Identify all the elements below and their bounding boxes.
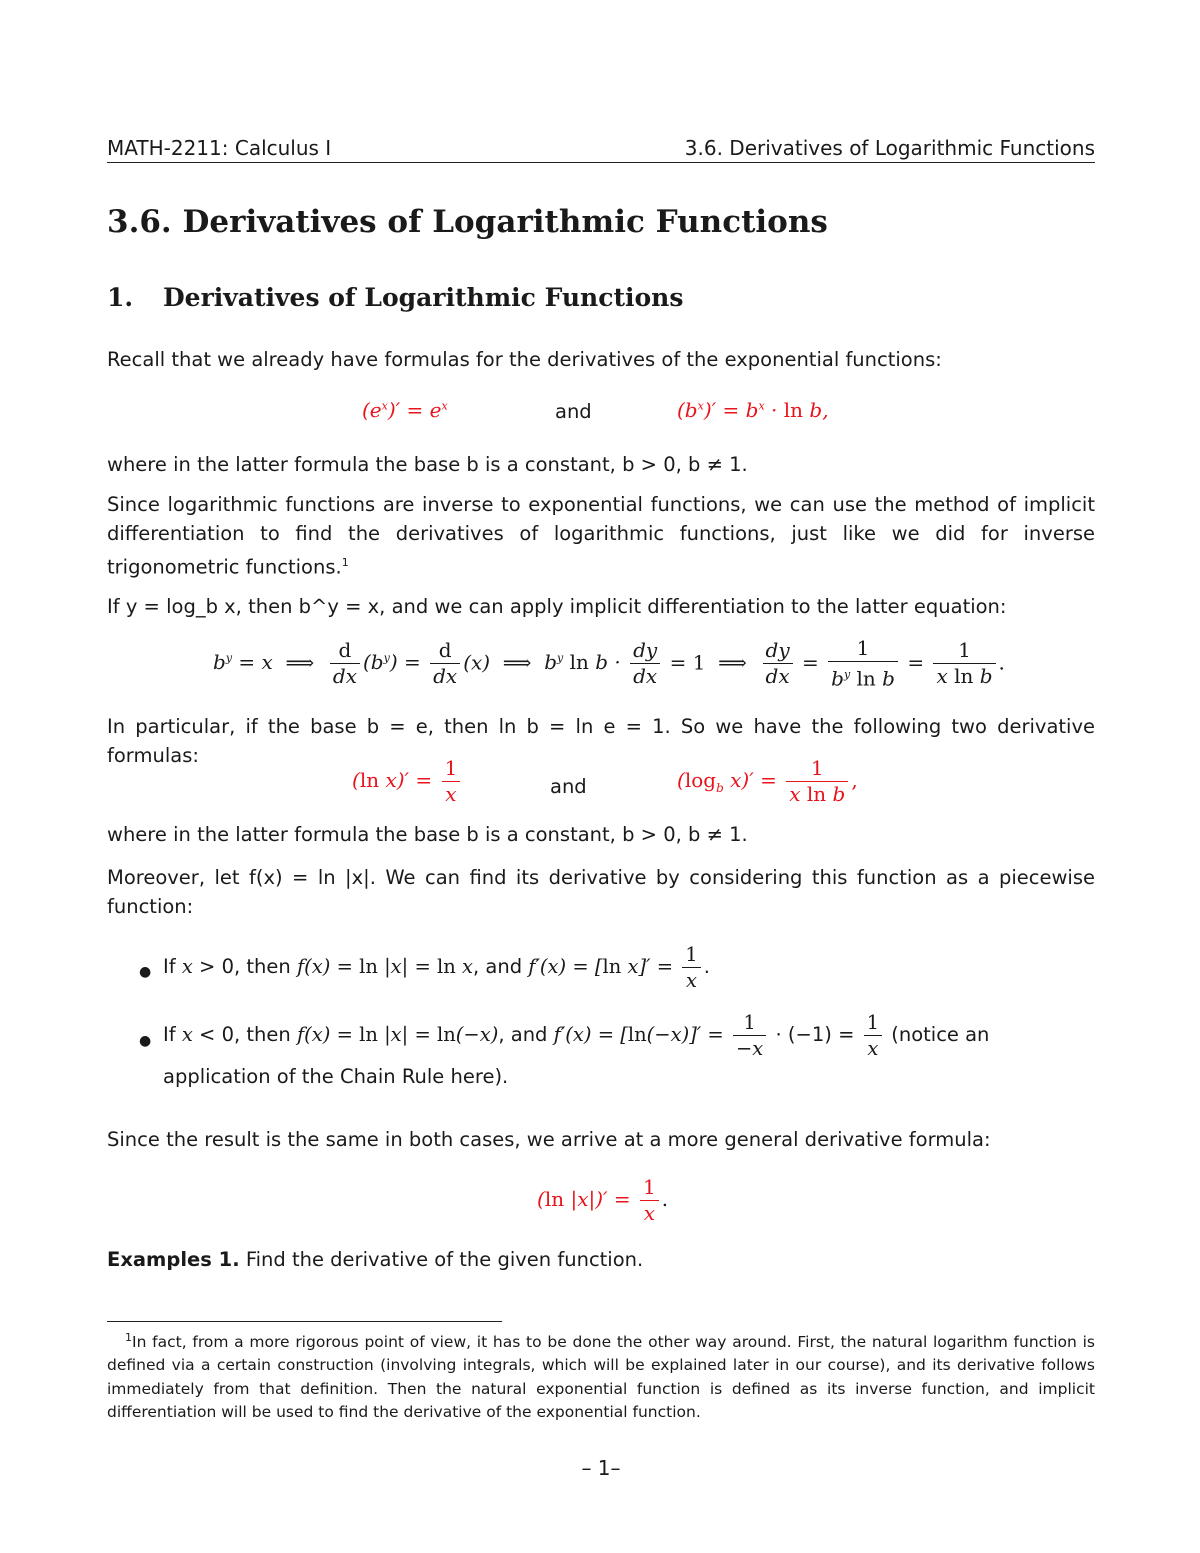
bullet-case-positive: If x > 0, then f(x) = ln |x| = ln x, and f′(x) = [ln x]′ = $\frac{1}{x}$ . (163, 943, 710, 992)
formula-implicit-diff: $b^y = x$ ⟹ $\frac{d}{dx}$ $(b^y)$ = $\frac{d}{dx}$ (x) ⟹ $b^y$ ln b · $\frac{dy}{dx}$ = 1 ⟹ $\frac{dy}{dx}$ = $\frac{1}{b^y \ln b}$ = $\frac{1}{\text{x ln b}}$ . (213, 636, 1005, 691)
paragraph-where-latter (107, 450, 1095, 479)
page-number: – 1– (581, 1456, 621, 1480)
section-heading (107, 283, 1095, 312)
formula-ln-derivative: (ln x)′ = $\frac{1}{x}$ (352, 756, 463, 807)
footnote-number: 1 (125, 1331, 132, 1344)
word-and-2: and (550, 775, 587, 798)
formula-log-b-derivative: ($\log_b$ x)′ = $\frac{1}{\text{x ln b}}$ , (677, 756, 858, 806)
bullet-dot-2: ● (139, 1033, 152, 1049)
bullet2-tail: (notice an application of the Chain Rule here). (163, 1023, 990, 1088)
word-and-1: and (555, 400, 592, 423)
formula-exp-natural: $(e^x)' = e^x$ (362, 398, 448, 422)
footnote (107, 1326, 1095, 1424)
footnote-rule (107, 1321, 502, 1322)
paragraph-recall: Recall that we already have formulas for the derivatives of the exponential functions: (107, 348, 942, 371)
text-where-latter: where in the latter formula the base b is a constant, b > 0, b ≠ 1. (107, 453, 748, 476)
section-title: Derivatives of Logarithmic Functions (163, 283, 684, 312)
examples-label: Examples 1. (107, 1248, 240, 1271)
paragraph-since-log (107, 490, 1095, 582)
page-title: 3.6. Derivatives of Logarithmic Functions (107, 204, 828, 240)
paragraph-since-result: Since the result is the same in both cases, we arrive at a more general derivative formula: (107, 1128, 991, 1151)
header-section: 3.6. Derivatives of Logarithmic Functions (684, 136, 1095, 160)
header-course: MATH-2211: Calculus I (107, 136, 332, 160)
text-since-log: Since logarithmic functions are inverse to exponential functions, we can use the method of implicit differentiation to find the derivatives of logarithmic functions, just like we did for inverse trigonometric functions. (107, 493, 1095, 579)
formula-exp-base-b: $(b^x)' = b^x \cdot \ln b$, (677, 398, 829, 422)
paragraph-if-y: If y = log_b x, then b^y = x, and we can apply implicit differentiation to the latter equation: (107, 595, 1007, 618)
running-header (107, 136, 1095, 163)
examples-text: Find the derivative of the given function. (245, 1248, 644, 1271)
bullet-case-negative: If x < 0, then f(x) = ln |x| = ln(−x), and f′(x) = [ln(−x)]′ = $\frac{1}{-x}$ · (−1) = $\frac{1}{x}$ (notice an application of the Chain Rule here). (163, 1011, 990, 1088)
section-number: 1. (107, 283, 134, 312)
footnote-mark: 1 (341, 556, 349, 569)
footnote-text: In fact, from a more rigorous point of view, it has to be done the other way around. First, the natural logarithm function is defined via a certain construction (involving integrals, which will be explained later in our course), and its derivative follows immediately from that definition. Then the natural exponential function is defined as its inverse function, and implicit differentiation will be used to find the derivative of the exponential function. (107, 1333, 1095, 1422)
document-page (107, 0, 1095, 1553)
paragraph-moreover: Moreover, let f(x) = ln |x|. We can find its derivative by considering this function as a piecewise function: (107, 866, 1095, 918)
paragraph-where-latter-2: where in the latter formula the base b is a constant, b > 0, b ≠ 1. (107, 823, 748, 846)
bullet-dot-1: ● (139, 964, 152, 980)
paragraph-in-particular: In particular, if the base b = e, then ln b = ln e = 1. So we have the following two derivative formulas: (107, 715, 1095, 767)
formula-ln-abs-derivative: (ln |x|)′ = $\frac{1}{x}$ . (537, 1175, 669, 1225)
examples-line (107, 1245, 1095, 1274)
